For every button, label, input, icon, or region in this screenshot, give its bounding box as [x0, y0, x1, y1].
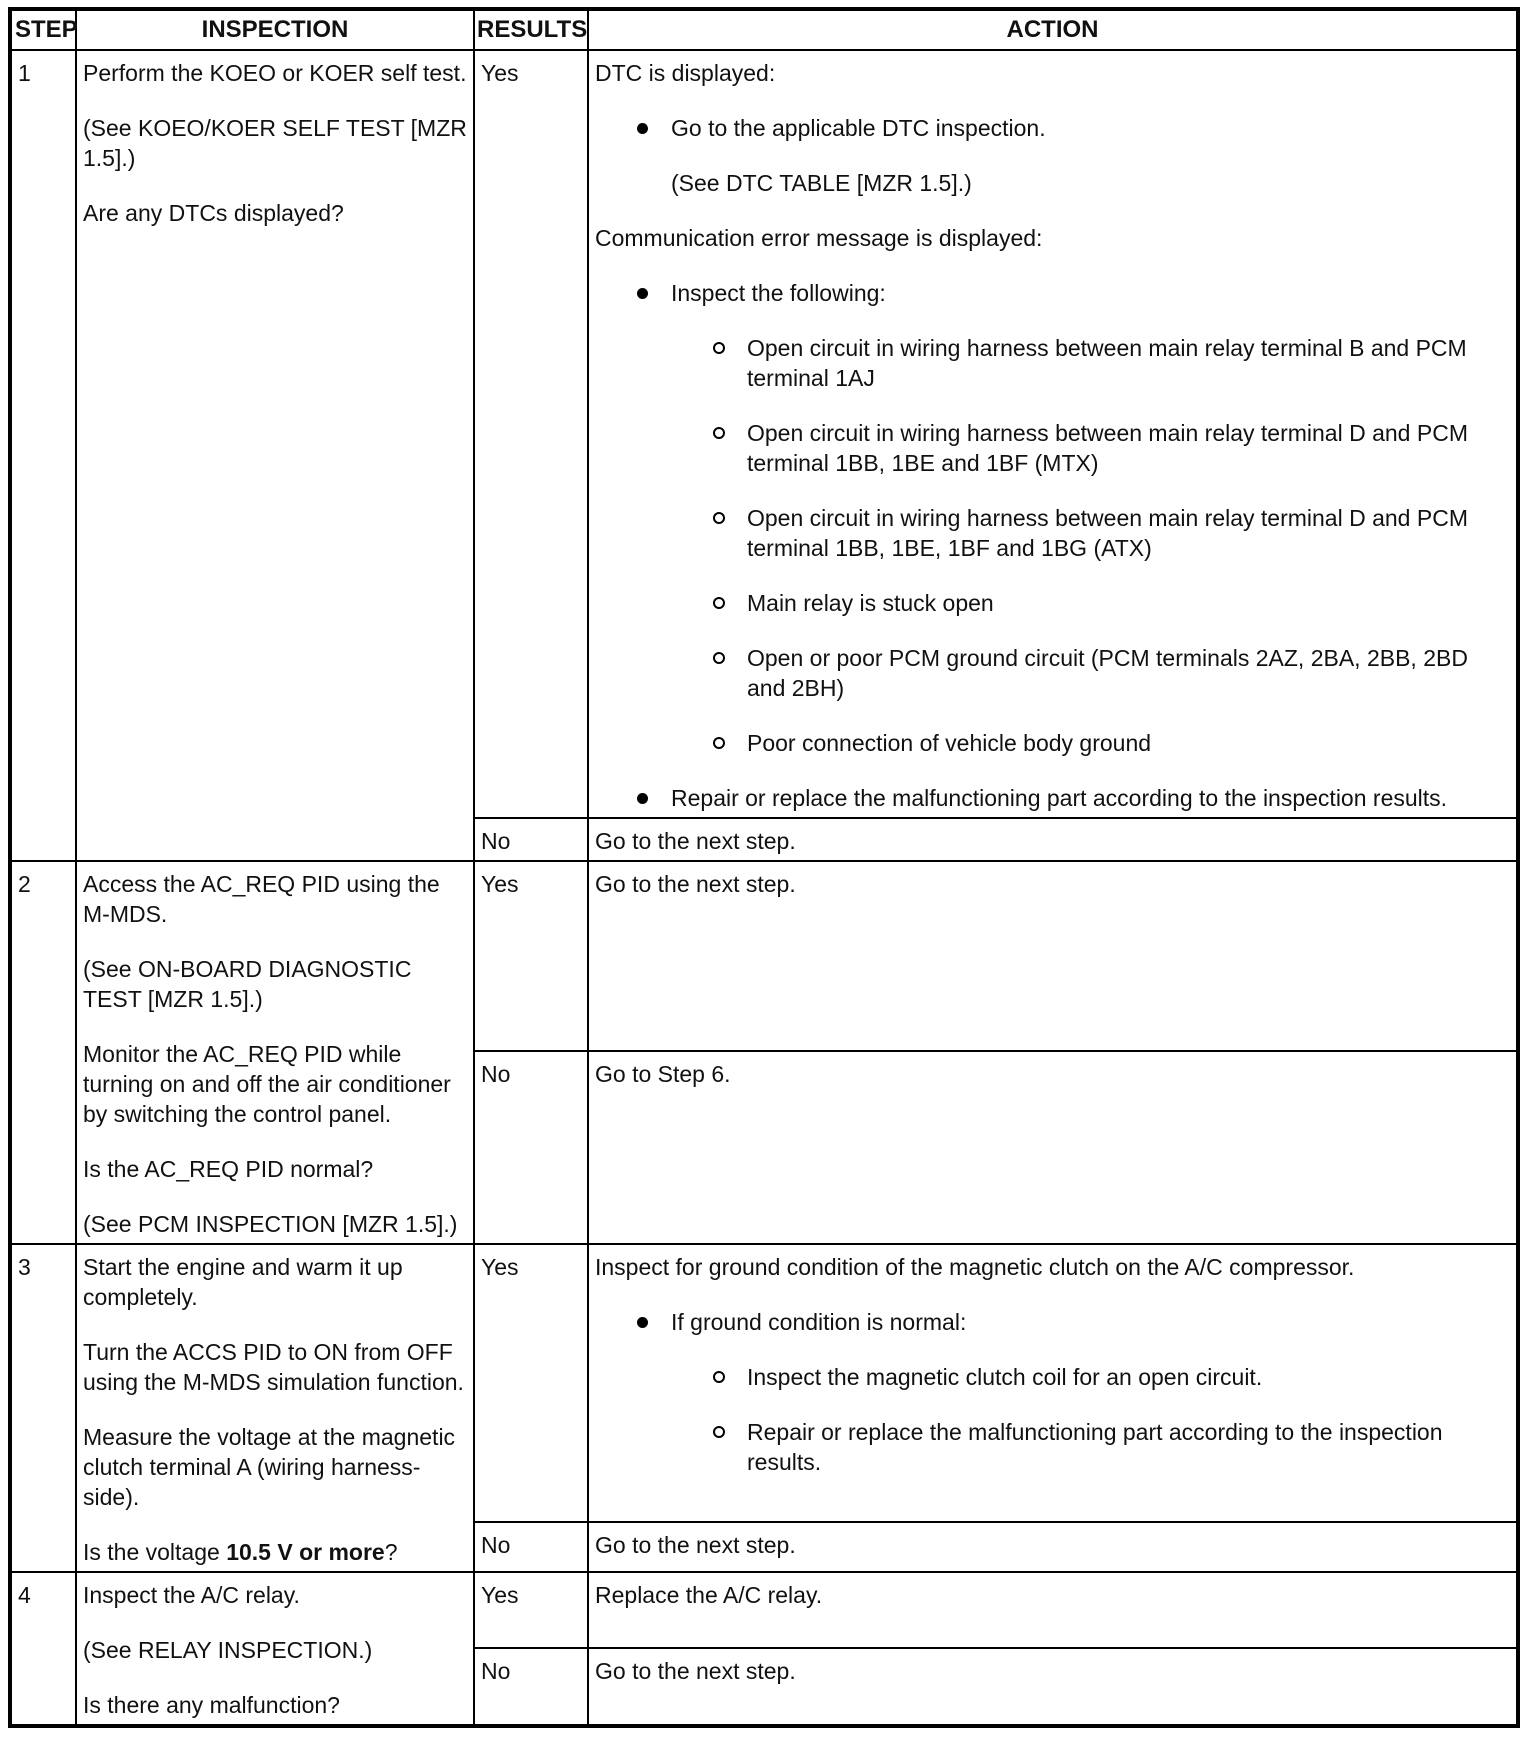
check-text: Repair or replace the malfunctioning part according to the inspection results. — [747, 1419, 1443, 1475]
step-3-inspection — [76, 1244, 474, 1572]
step-1-no-action: Go to the next step. — [588, 818, 1518, 861]
bullet-circle-icon — [713, 427, 725, 439]
step-1-inspection — [76, 50, 474, 861]
step-2-inspection-ref: (See ON-BOARD DIAGNOSTIC TEST [MZR 1.5].) — [83, 956, 412, 1012]
step-4-inspection — [76, 1572, 474, 1726]
step-2-inspection-monitor: Monitor the AC_REQ PID while turning on and off the air conditioner by switching the control panel. — [83, 1041, 451, 1127]
step-2-no-label: No — [474, 1051, 588, 1244]
step-3-check-item — [713, 1417, 1511, 1477]
step-3-inspection-simulate: Turn the ACCS PID to ON from OFF using the M-MDS simulation function. — [83, 1339, 464, 1395]
check-text: Open circuit in wiring harness between main relay terminal B and PCM terminal 1AJ — [747, 335, 1467, 391]
step-3-inspection-measure: Measure the voltage at the magnetic clutch terminal A (wiring harness-side). — [83, 1424, 456, 1510]
step-3-yes-action — [588, 1244, 1518, 1522]
step-1-dtc-bullet — [637, 113, 1511, 198]
diagnostic-procedure-table — [8, 7, 1520, 1728]
step-3-yes-label: Yes — [474, 1244, 588, 1522]
check-text: Open circuit in wiring harness between main relay terminal D and PCM terminal 1BB, 1BE and 1BF (MTX) — [747, 420, 1468, 476]
step-2-inspection-ref-2: (See PCM INSPECTION [MZR 1.5].) — [83, 1211, 458, 1237]
step-2-inspection — [76, 861, 474, 1244]
step-2-yes-action: Go to the next step. — [588, 861, 1518, 1051]
step-3-yes-heading: Inspect for ground condition of the magnetic clutch on the A/C compressor. — [595, 1254, 1355, 1280]
step-1-dtc-heading: DTC is displayed: — [595, 60, 776, 86]
step-2-inspection-text: Access the AC_REQ PID using the M-MDS. — [83, 871, 440, 927]
header-step: STEP — [10, 9, 76, 50]
bullet-circle-icon — [713, 512, 725, 524]
step-1-check-item — [713, 643, 1511, 703]
header-action: ACTION — [588, 9, 1518, 50]
question-prefix: Is the voltage — [83, 1539, 227, 1565]
step-1-check-item — [713, 503, 1511, 563]
diagnostic-table-sheet — [8, 7, 1516, 1755]
step-4-yes-row — [10, 1572, 1518, 1648]
bullet-circle-icon — [713, 652, 725, 664]
step-1-yes-label: Yes — [474, 50, 588, 818]
step-3-yes-bullet — [637, 1307, 1511, 1477]
step-1-inspection-text: Perform the KOEO or KOER self test. — [83, 60, 467, 86]
step-1-inspection-ref: (See KOEO/KOER SELF TEST [MZR 1.5].) — [83, 115, 467, 171]
step-1-check-item — [713, 728, 1511, 758]
bullet-circle-icon — [713, 737, 725, 749]
check-text: Inspect the magnetic clutch coil for an open circuit. — [747, 1364, 1263, 1390]
step-2-yes-label: Yes — [474, 861, 588, 1051]
step-1-dtc-list — [595, 113, 1511, 198]
step-4-no-action: Go to the next step. — [588, 1648, 1518, 1726]
step-1-dtc-bullet-text: Go to the applicable DTC inspection. — [671, 115, 1046, 141]
step-3-yes-row — [10, 1244, 1518, 1522]
bullet-circle-icon — [713, 597, 725, 609]
step-3-inspection-text: Start the engine and warm it up completely. — [83, 1254, 403, 1310]
bullet-circle-icon — [713, 1426, 725, 1438]
step-1-repair-bullet — [637, 783, 1511, 813]
step-1-comm-heading: Communication error message is displayed: — [595, 225, 1043, 251]
step-1-repair-text: Repair or replace the malfunctioning part according to the inspection results. — [671, 785, 1448, 811]
question-suffix: ? — [384, 1539, 398, 1565]
bullet-dot-icon — [637, 123, 648, 134]
header-results: RESULTS — [474, 9, 588, 50]
bullet-dot-icon — [637, 288, 648, 299]
step-3-yes-list — [595, 1307, 1511, 1477]
step-1-yes-row — [10, 50, 1518, 818]
step-1-check-item — [713, 588, 1511, 618]
check-text: Open circuit in wiring harness between main relay terminal D and PCM terminal 1BB, 1BE, 1BF and 1BG (ATX) — [747, 505, 1468, 561]
step-1-check-list — [671, 333, 1511, 758]
step-2-inspection-question: Is the AC_REQ PID normal? — [83, 1156, 374, 1182]
step-4-inspection-question: Is there any malfunction? — [83, 1692, 340, 1718]
step-1-comm-bullet-text: Inspect the following: — [671, 280, 886, 306]
step-3-check-item — [713, 1362, 1511, 1392]
step-1-inspection-question: Are any DTCs displayed? — [83, 200, 344, 226]
step-3-yes-bullet-text: If ground condition is normal: — [671, 1309, 967, 1335]
step-2-yes-row — [10, 861, 1518, 1051]
step-2-number: 2 — [10, 861, 76, 1244]
step-3-inspection-question — [83, 1537, 468, 1567]
step-1-check-item — [713, 333, 1511, 393]
step-3-number: 3 — [10, 1244, 76, 1572]
step-4-yes-label: Yes — [474, 1572, 588, 1648]
header-inspection: INSPECTION — [76, 9, 474, 50]
step-1-yes-action — [588, 50, 1518, 818]
step-4-yes-action: Replace the A/C relay. — [588, 1572, 1518, 1648]
bullet-dot-icon — [637, 1317, 648, 1328]
header-row — [10, 9, 1518, 50]
step-4-inspection-ref: (See RELAY INSPECTION.) — [83, 1637, 373, 1663]
step-1-comm-bullet — [637, 278, 1511, 758]
check-text: Poor connection of vehicle body ground — [747, 730, 1152, 756]
step-4-number: 4 — [10, 1572, 76, 1726]
bullet-dot-icon — [637, 793, 648, 804]
bullet-circle-icon — [713, 342, 725, 354]
step-3-no-action: Go to the next step. — [588, 1522, 1518, 1572]
step-1-check-item — [713, 418, 1511, 478]
step-1-no-label: No — [474, 818, 588, 861]
check-text: Main relay is stuck open — [747, 590, 994, 616]
step-4-no-label: No — [474, 1648, 588, 1726]
bullet-circle-icon — [713, 1371, 725, 1383]
step-2-no-action: Go to Step 6. — [588, 1051, 1518, 1244]
question-threshold: 10.5 V or more — [226, 1539, 385, 1565]
step-4-inspection-text: Inspect the A/C relay. — [83, 1582, 300, 1608]
step-1-dtc-ref: (See DTC TABLE [MZR 1.5].) — [671, 170, 972, 196]
step-3-check-list — [671, 1362, 1511, 1477]
check-text: Open or poor PCM ground circuit (PCM terminals 2AZ, 2BA, 2BB, 2BD and 2BH) — [747, 645, 1468, 701]
step-1-comm-list — [595, 278, 1511, 813]
step-3-no-label: No — [474, 1522, 588, 1572]
step-1-number: 1 — [10, 50, 76, 861]
